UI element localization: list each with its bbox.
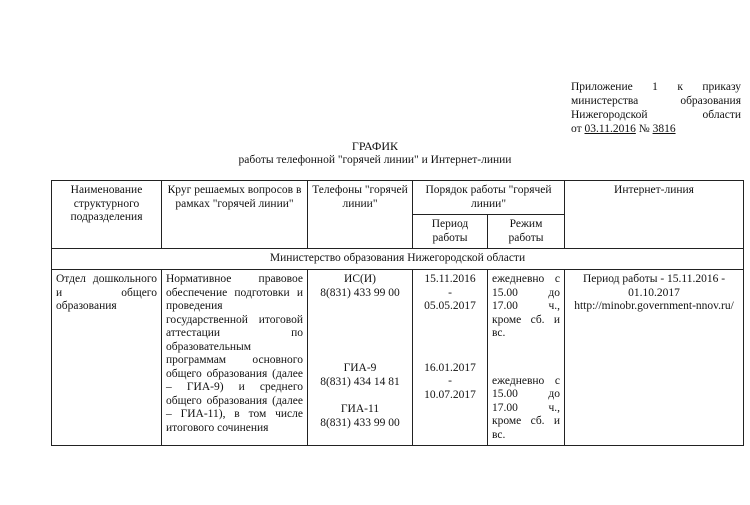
order-date: 03.11.2016 — [584, 123, 636, 135]
header-order: Порядок работы "горячей линии" — [413, 181, 565, 215]
header-phones: Телефоны "горячей линии" — [308, 181, 413, 249]
org-row — [52, 249, 744, 270]
cell-mode — [488, 270, 565, 446]
appendix-note — [571, 80, 741, 136]
cell-period — [413, 270, 488, 446]
order-number: 3816 — [652, 123, 676, 135]
internet-period: Период работы - 15.11.2016 - 01.10.2017 — [582, 273, 726, 299]
document-subtitle: работы телефонной "горячей линии" и Интернет-линии — [238, 154, 512, 166]
document-title: ГРАФИК — [351, 139, 399, 153]
header-internet: Интернет-линия — [565, 181, 744, 249]
appendix-line-1: Приложение 1 к приказу — [571, 81, 741, 93]
cell-scope: Нормативное правовое обеспечение подготовки и проведения государственной итоговой аттестации по образовательным программам основного общего образования (далее – ГИА-9) и среднего общего образования (далее – ГИА-11), в том числе итогового сочинения — [162, 270, 308, 446]
period-1-dash: - — [448, 286, 452, 299]
appendix-line-2: министерства образования — [571, 95, 741, 107]
internet-url: http://minobr.government-nnov.ru/ — [574, 300, 734, 312]
phone-3-number: 8(831) 433 99 00 — [320, 416, 400, 429]
phone-2-number: 8(831) 434 14 81 — [320, 375, 400, 388]
period-2-dash: - — [448, 375, 452, 387]
mode-1: ежедневно с 15.00 до 17.00 ч., кроме сб. и вс. — [492, 273, 561, 339]
schedule-table — [51, 180, 744, 446]
header-scope: Круг решаемых вопросов в рамках "горячей линии" — [162, 181, 308, 249]
header-row-1 — [52, 181, 744, 215]
cell-internet — [565, 270, 744, 446]
period-1-end: 05.05.2017 — [424, 300, 476, 312]
mode-2: ежедневно с 15.00 до 17.00 ч., кроме сб. и вс. — [492, 374, 561, 441]
header-unit: Наименование структурного подразделения — [52, 181, 162, 249]
phone-1-number: 8(831) 433 99 00 — [320, 286, 400, 299]
period-1-start: 15.11.2016 — [424, 273, 476, 285]
cell-unit: Отдел дошкольного и общего образования — [52, 270, 162, 446]
table-row — [52, 270, 744, 446]
phone-1-name: ИС(И) — [344, 273, 376, 285]
phone-3-name: ГИА-11 — [340, 403, 380, 415]
header-period: Период работы — [413, 215, 488, 249]
org-name: Министерство образования Нижегородской области — [52, 249, 744, 270]
appendix-line-4 — [571, 122, 741, 136]
header-mode: Режим работы — [488, 215, 565, 249]
phone-2-name: ГИА-9 — [343, 362, 377, 374]
appendix-prefix: от — [571, 123, 585, 135]
period-2-end: 10.07.2017 — [424, 388, 476, 401]
cell-phones — [308, 270, 413, 446]
period-2-start: 16.01.2017 — [424, 361, 476, 374]
appendix-line-3: Нижегородской области — [571, 109, 741, 121]
appendix-number-sign: № — [635, 123, 653, 135]
